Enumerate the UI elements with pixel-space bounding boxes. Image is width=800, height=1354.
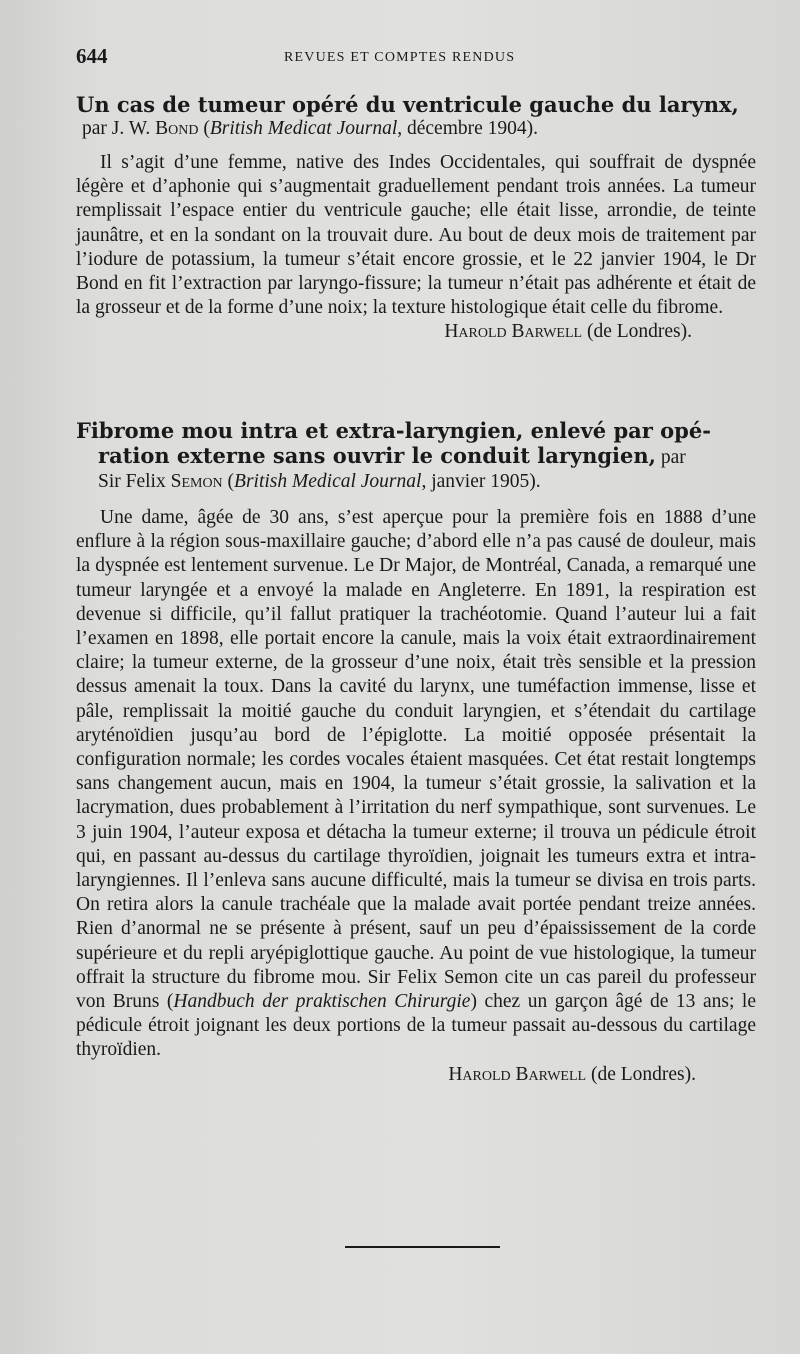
article-1: [76, 92, 756, 344]
article-1-byline: par J. W. Bond (British Medicat Journal, décembre 1904).: [82, 118, 539, 139]
article-1-author: Bond: [155, 118, 199, 139]
page-number: 644: [76, 44, 108, 68]
article-2-body: Une dame, âgée de 30 ans, s’est aperçue pour la première fois en 1888 d’une enflure à la région sous-maxillaire gauche; d’abord elle n’a pas causé de douleur, mais la dyspnée est lentement survenue. Le Dr Major, de Montréal, Canada, a remarqué une tumeur laryngée et a envoyé la malade en Angleterre. En 1891, la respiration est devenue si difficile, qu’il fallut pratiquer la trachéotomie. Quand l’auteur lui a fait l’examen en 1898, elle portait encore la canule, mais la voix était extraordinairement claire; la tumeur externe, de la grosseur d’une noix, était très sensible et la pression dessus amenait la toux. Dans la cavité du larynx, une tuméfaction immense, lisse et pâle, remplissait la moitié gauche du conduit laryngien, et s’étendait du cartilage aryténoïdien jusqu’au bord de l’épiglotte. La moitié opposée présentait la configuration normale; les cordes vocales étaient masquées. Cet état restait longtemps sans changement aucun, mais en 1904, la tumeur s’était grossie, la salivation et la lacrymation, dues probablement à l’irritation du nerf sympathique, sont survenues. Le 3 juin 1904, l’auteur exposa et détacha la tumeur externe; il trouva un pédicule étroit qui, en passant au-dessus du cartilage thyroïdien, joignait les tumeurs extra et intra-laryngiennes. Il l’enleva sans aucune difficulté, mais la tumeur se divisa en trois parts. On retira alors la canule trachéale que la malade avait portée pendant treize années. Rien d’anormal ne se présente à présent, sauf un peu d’épaississement de la corde supérieure et du repli aryépiglottique gauche. Au point de vue histologique, la tumeur offrait la structure du fibrome mou. Sir Felix Semon cite un cas pareil du professeur von Bruns (Handbuch der praktischen Chirurgie) chez un garçon âgé de 13 ans; le pédicule étroit joignant les deux portions de la tumeur passait au-dessous du cartilage thyroïdien.: [76, 507, 756, 1061]
article-1-journal: British Medicat Journal: [209, 118, 398, 139]
article-2-author: Semon: [170, 471, 223, 492]
end-rule: [345, 1246, 500, 1248]
cited-work: Handbuch der praktischen Chirurgie: [173, 991, 471, 1013]
article-2-journal: British Medical Journal: [234, 471, 422, 492]
article-2-title-line-1: Fibrome mou intra et extra-laryngien, enlevé par opé-: [76, 418, 711, 443]
article-2-signature: Harold Barwell (de Londres).: [448, 1063, 696, 1085]
article-1-body: Il s’agit d’une femme, native des Indes Occidentales, qui souffrait de dyspnée légère et d’aphonie qui s’augmentait graduellement pendant trois années. La tumeur remplissait l’espace entier du ventricule gauche; elle était lisse, arrondie, de teinte jaunâtre, et en la sondant on la trouvait dure. Au bout de deux mois de traitement par l’iodure de potassium, la tumeur s’était encore grossie, et le 22 janvier 1904, le Dr Bond en fit l’extraction par laryngo-fissure; la tumeur n’était pas adhérente et était de la grosseur et de la forme d’une noix; la texture histologique était celle du fibrome.: [76, 152, 756, 319]
article-1-title: Un cas de tumeur opéré du ventricule gauche du larynx,: [76, 92, 739, 117]
article-2-title-line-2: ration externe sans ouvrir le conduit laryngien, par: [98, 443, 686, 468]
article-2-byline: Sir Felix Semon (British Medical Journal, janvier 1905).: [98, 471, 541, 492]
running-head: REVUES ET COMPTES RENDUS: [284, 50, 516, 65]
article-1-signature: Harold Barwell (de Londres).: [444, 321, 692, 343]
page-header: [76, 44, 756, 74]
article-2: [76, 418, 756, 1087]
